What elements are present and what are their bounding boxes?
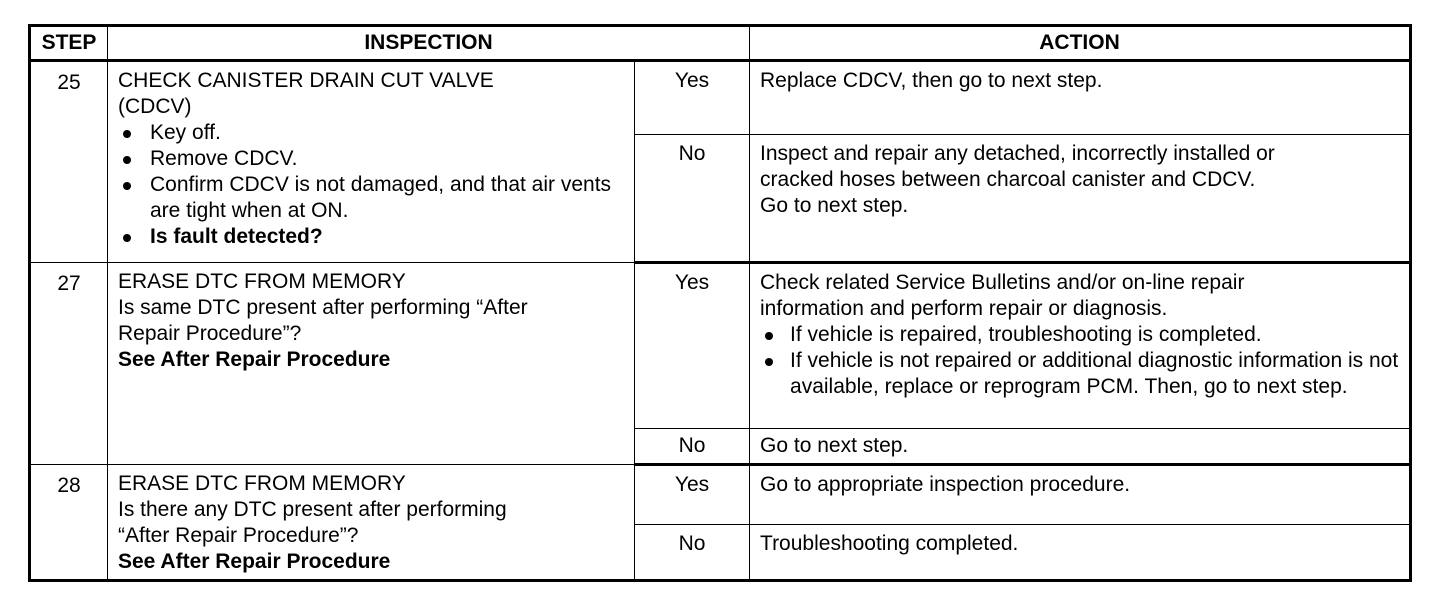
no-action: Troubleshooting completed. xyxy=(750,525,1411,581)
inspection-bullets xyxy=(118,120,626,250)
action-line: Go to next step. xyxy=(760,194,909,217)
inspection-question: Is there any DTC present after performing xyxy=(118,498,507,521)
bullet-item: If vehicle is repaired, troubleshooting is completed. xyxy=(760,322,1401,348)
yes-action: Go to appropriate inspection procedure. xyxy=(750,465,1411,525)
inspection-title: ERASE DTC FROM MEMORY xyxy=(118,472,406,495)
header-row xyxy=(30,26,1411,61)
action-line: Check related Service Bulletins and/or on-line repair xyxy=(760,271,1245,294)
see-reference: See After Repair Procedure xyxy=(118,550,391,573)
no-action: Go to next step. xyxy=(750,429,1411,465)
inspection-cell xyxy=(108,465,635,581)
header-step: STEP xyxy=(30,26,108,61)
header-action: ACTION xyxy=(750,26,1411,61)
inspection-question: Repair Procedure”? xyxy=(118,322,302,345)
header-inspection: INSPECTION xyxy=(108,26,750,61)
bullet-item: Key off. xyxy=(118,120,626,146)
inspection-cell xyxy=(108,61,635,263)
inspection-question: Is same DTC present after performing “After xyxy=(118,296,528,319)
bullet-item: Remove CDCV. xyxy=(118,146,626,172)
step-28-yes-row xyxy=(30,465,1411,525)
no-label: No xyxy=(635,135,750,263)
no-label: No xyxy=(635,429,750,465)
yes-label: Yes xyxy=(635,61,750,135)
step-25-yes-row xyxy=(30,61,1411,135)
action-line: information and perform repair or diagnosis. xyxy=(760,297,1168,320)
yes-action: Replace CDCV, then go to next step. xyxy=(750,61,1411,135)
action-bullets xyxy=(760,322,1401,400)
no-label: No xyxy=(635,525,750,581)
diagnostic-table xyxy=(28,24,1412,582)
inspection-cell xyxy=(108,263,635,465)
step-number: 25 xyxy=(30,61,108,263)
step-number: 28 xyxy=(30,465,108,581)
see-reference: See After Repair Procedure xyxy=(118,348,391,371)
no-action xyxy=(750,135,1411,263)
inspection-question: “After Repair Procedure”? xyxy=(118,524,359,547)
yes-action xyxy=(750,263,1411,429)
yes-label: Yes xyxy=(635,465,750,525)
bullet-item: If vehicle is not repaired or additional diagnostic information is not available, replace or reprogram PCM. Then, go to next step. xyxy=(760,348,1401,400)
inspection-title: ERASE DTC FROM MEMORY xyxy=(118,270,406,293)
inspection-title: (CDCV) xyxy=(118,95,192,118)
action-line: cracked hoses between charcoal canister and CDCV. xyxy=(760,168,1256,191)
bullet-item-question: Is fault detected? xyxy=(118,224,626,250)
action-line: Inspect and repair any detached, incorrectly installed or xyxy=(760,142,1275,165)
step-number: 27 xyxy=(30,263,108,465)
step-27-yes-row xyxy=(30,263,1411,429)
inspection-title: CHECK CANISTER DRAIN CUT VALVE xyxy=(118,69,494,92)
yes-label: Yes xyxy=(635,263,750,429)
bullet-item: Confirm CDCV is not damaged, and that air vents are tight when at ON. xyxy=(118,172,626,224)
